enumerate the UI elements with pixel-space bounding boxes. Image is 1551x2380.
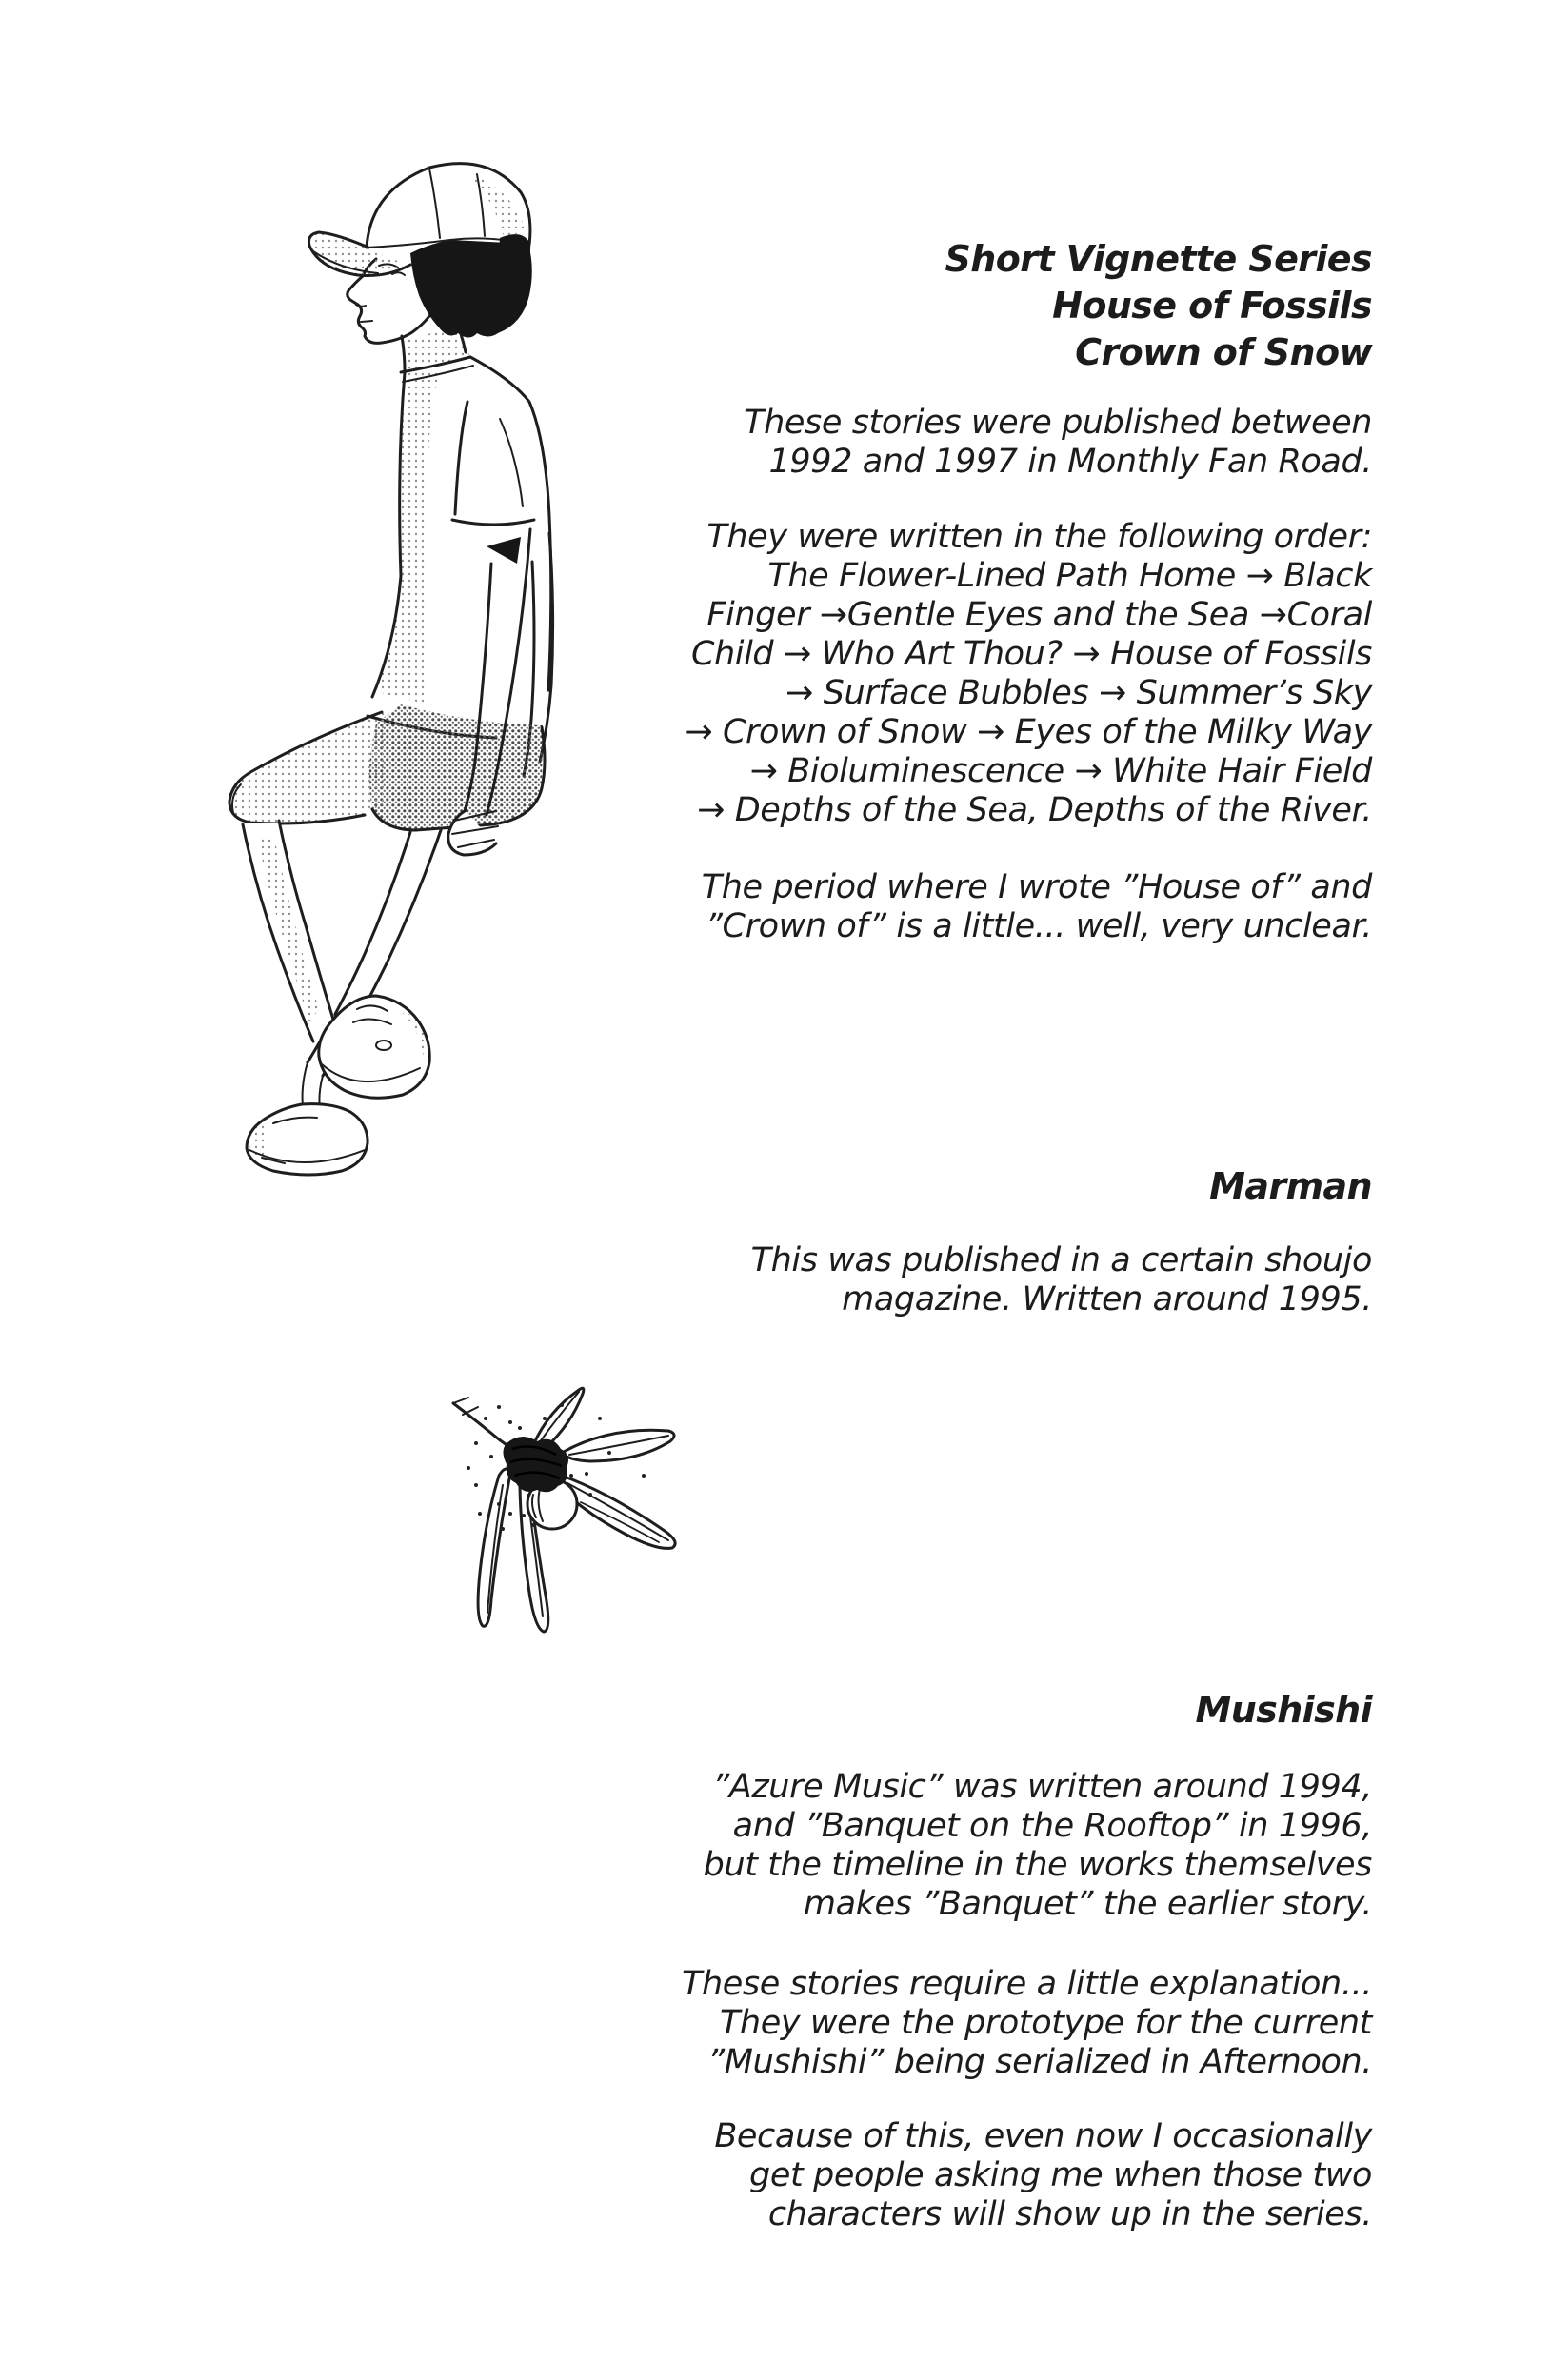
- vignette-order-list: [685, 518, 1372, 830]
- text-line: The period where I wrote ”House of” and: [701, 868, 1372, 906]
- text-line: and ”Banquet on the Rooftop” in 1996,: [732, 1807, 1372, 1845]
- text-line: ”Azure Music” was written around 1994,: [712, 1768, 1372, 1806]
- vignette-titles: [945, 236, 1372, 376]
- section-title-line: Mushishi: [1195, 1689, 1372, 1731]
- text-line: ”Crown of” is a little... well, very unclear.: [705, 907, 1372, 945]
- text-line: They were written in the following order:: [706, 518, 1372, 556]
- sitting-boy-illustration: [214, 152, 567, 1185]
- text-line: → Depths of the Sea, Depths of the River.: [697, 791, 1372, 829]
- text-line: → Surface Bubbles → Summer’s Sky: [785, 674, 1372, 712]
- text-line: Finger →Gentle Eyes and the Sea →Coral: [706, 596, 1372, 634]
- text-line: The Flower-Lined Path Home → Black: [767, 557, 1372, 595]
- text-line: Child → Who Art Thou? → House of Fossils: [690, 635, 1372, 673]
- text-line: makes ”Banquet” the earlier story.: [803, 1885, 1372, 1923]
- text-line: magazine. Written around 1995.: [842, 1280, 1372, 1319]
- mushishi-prototype-note: [682, 1965, 1372, 2082]
- text-line: characters will show up in the series.: [767, 2195, 1372, 2233]
- mushishi-cameo-note: [714, 2117, 1372, 2234]
- text-line: ”Mushishi” being serialized in Afternoon.: [707, 2043, 1372, 2081]
- marman-title: [1209, 1163, 1372, 1210]
- text-line: → Bioluminescence → White Hair Field: [749, 752, 1372, 790]
- vignette-publication-note: [744, 404, 1372, 482]
- marman-note: [751, 1241, 1372, 1319]
- text-line: Because of this, even now I occasionally: [714, 2117, 1372, 2155]
- vignette-period-note: [702, 868, 1372, 946]
- text-line: These stories were published between: [744, 404, 1372, 442]
- text-line: This was published in a certain shoujo: [750, 1241, 1372, 1279]
- text-line: They were the prototype for the current: [719, 2004, 1372, 2042]
- text-line: These stories require a little explanation...: [682, 1965, 1372, 2003]
- mushishi-title: [1196, 1687, 1372, 1734]
- section-title-line: Short Vignette Series: [945, 238, 1372, 280]
- text-line: → Crown of Snow → Eyes of the Milky Way: [685, 713, 1372, 751]
- text-line: 1992 and 1997 in Monthly Fan Road.: [768, 443, 1372, 481]
- text-line: get people asking me when those two: [749, 2156, 1372, 2194]
- mushishi-timeline-note: [704, 1768, 1372, 1924]
- section-title-line: Marman: [1209, 1165, 1372, 1207]
- olive-branch-illustration: [419, 1361, 705, 1647]
- section-title-line: Crown of Snow: [1075, 331, 1372, 373]
- text-line: but the timeline in the works themselves: [703, 1846, 1372, 1884]
- section-title-line: House of Fossils: [1052, 285, 1372, 327]
